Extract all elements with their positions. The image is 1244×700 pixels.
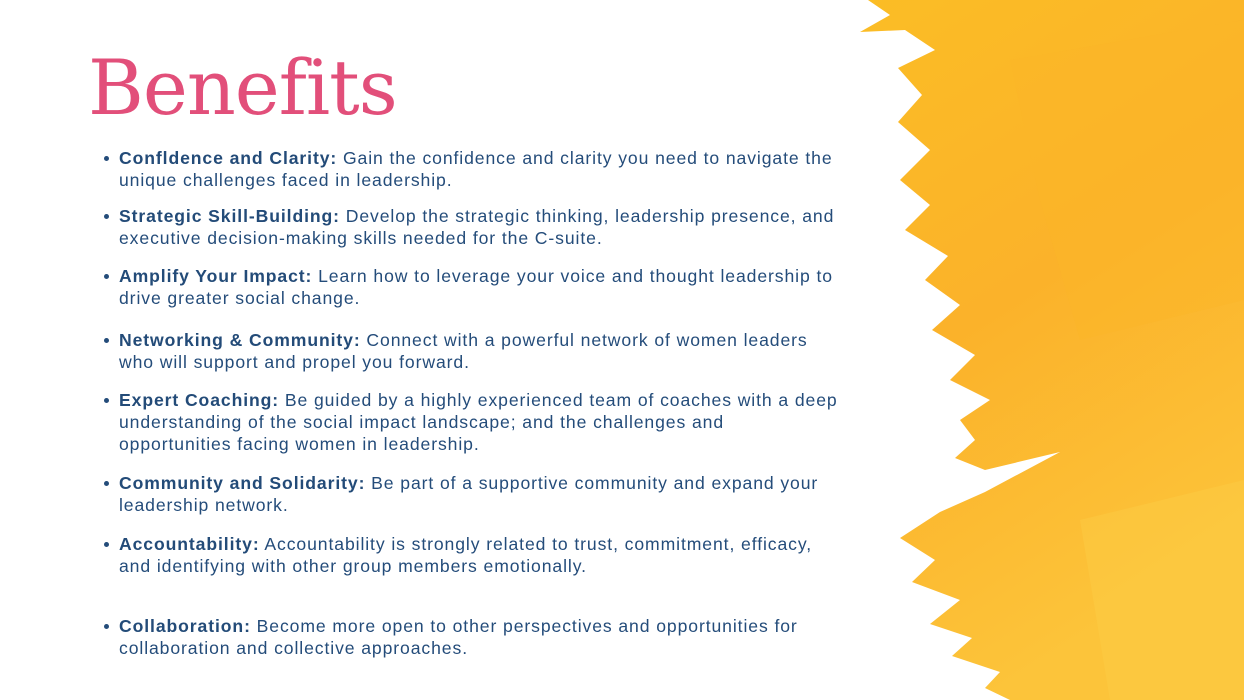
bullet-icon [104, 624, 109, 629]
list-item [100, 147, 840, 191]
benefit-text: Gain the confidence and clarity you need to navigate the unique challenges faced in leadership. [119, 148, 833, 190]
benefit-text: Be part of a supportive community and expand your leadership network. [119, 473, 819, 515]
benefit-text: Develop the strategic thinking, leadership presence, and executive decision-making skills needed for the C-suite. [119, 206, 835, 248]
benefit-heading: Expert Coaching: [119, 390, 280, 410]
bullet-icon [104, 338, 109, 343]
benefit-heading: Collaboration: [119, 616, 251, 636]
list-item [100, 205, 840, 249]
benefit-text: Accountability is strongly related to trust, commitment, efficacy, and identifying with other group members emotionally. [119, 534, 813, 576]
bullet-icon [104, 542, 109, 547]
benefit-text: Learn how to leverage your voice and thought leadership to drive greater social change. [119, 266, 833, 308]
bullet-icon [104, 156, 109, 161]
benefit-text: Become more open to other perspectives and opportunities for collaboration and collective approaches. [119, 616, 798, 658]
list-item [100, 615, 840, 659]
list-item [100, 329, 840, 373]
list-item [100, 265, 840, 309]
benefit-heading: Strategic Skill-Building: [119, 206, 340, 226]
list-item [100, 472, 840, 516]
bullet-icon [104, 481, 109, 486]
bullet-icon [104, 398, 109, 403]
bullet-icon [104, 274, 109, 279]
benefit-heading: Community and Solidarity: [119, 473, 366, 493]
benefit-heading: Networking & Community: [119, 330, 361, 350]
page-title: Benefits [88, 43, 397, 132]
benefit-heading: Amplify Your Impact: [119, 266, 313, 286]
bullet-icon [104, 214, 109, 219]
benefit-heading: Confldence and Clarity: [119, 148, 338, 168]
benefit-text: Be guided by a highly experienced team of coaches with a deep understanding of the social impact landscape; and the challenges and opportunities facing women in leadership. [119, 390, 838, 454]
list-item [100, 533, 840, 577]
benefit-text: Connect with a powerful network of women leaders who will support and propel you forward. [119, 330, 808, 372]
list-item [100, 389, 840, 455]
benefit-heading: Accountability: [119, 534, 260, 554]
